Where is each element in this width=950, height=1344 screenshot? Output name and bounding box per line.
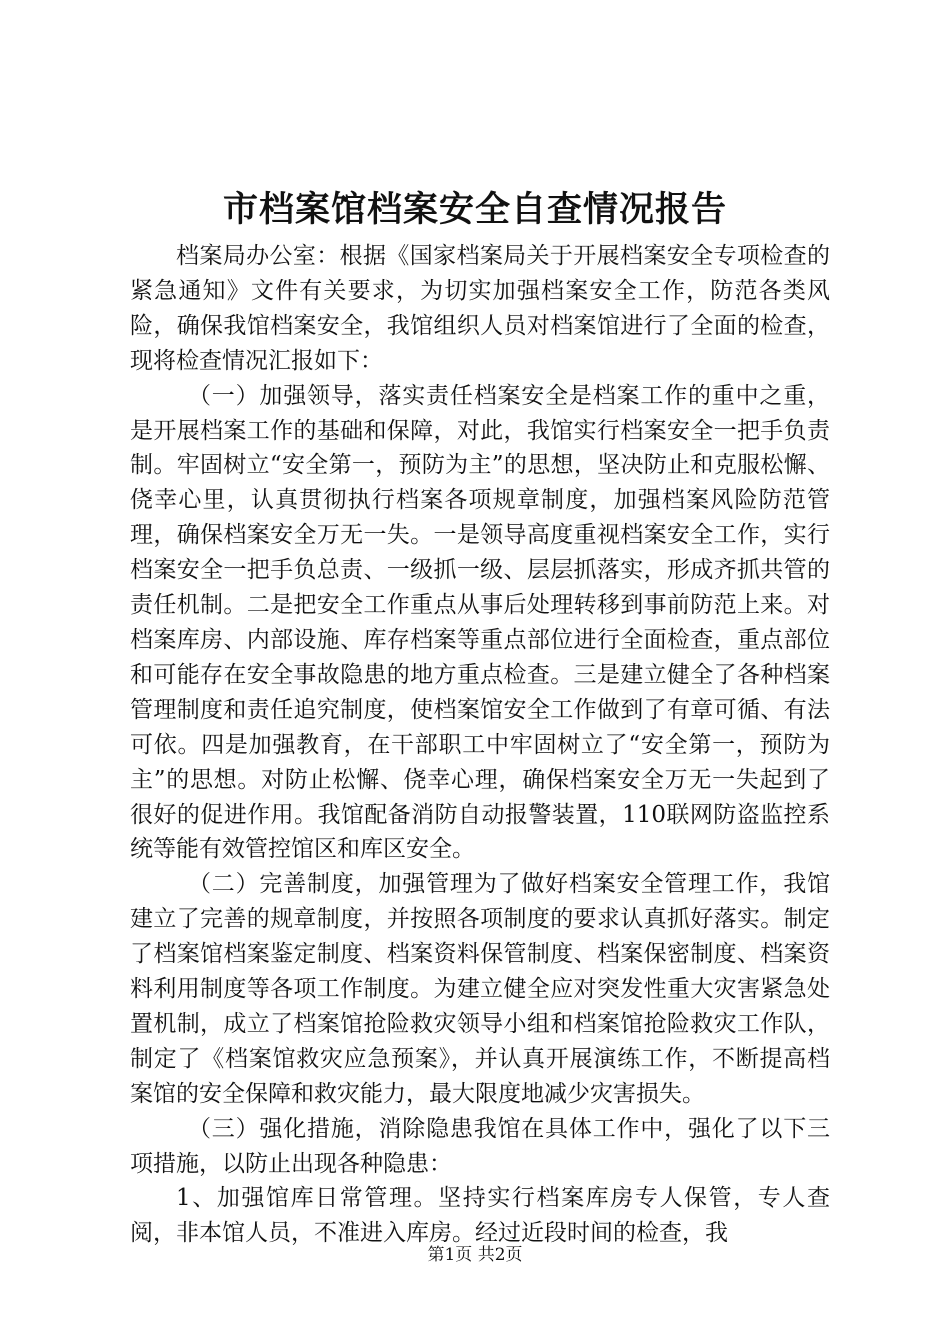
paragraph-section-1: （一）加强领导，落实责任档案安全是档案工作的重中之重，是开展档案工作的基础和保障，对此，我馆实行档案安全一把手负责制。牢固树立“安全第一，预防为主”的思想，坚决防止和克服松懈、侥幸心里，认真贯彻执行档案各项规章制度，加强档案风险防范管理，确保档案安全万无一失。一是领导高度重视档案安全工作，实行档案安全一把手负总责、一级抓一级、层层抓落实，形成齐抓共管的责任机制。二是把安全工作重点从事后处理转移到事前防范上来。对档案库房、内部设施、库存档案等重点部位进行全面检查，重点部位和可能存在安全事故隐患的地方重点检查。三是建立健全了各种档案管理制度和责任追究制度，使档案馆安全工作做到了有章可循、有法可依。四是加强教育，在干部职工中牢固树立了“安全第一，预防为主”的思想。对防止松懈、侥幸心理，确保档案安全万无一失起到了很好的促进作用。我馆配备消防自动报警装置，110联网防盗监控系统等能有效管控馆区和库区安全。 — [130, 382, 830, 863]
paragraph-section-3: （三）强化措施，消除隐患我馆在具体工作中，强化了以下三项措施，以防止出现各种隐患： — [130, 1115, 830, 1177]
page-number-footer: 第1页 共2页 — [427, 1245, 523, 1265]
paragraph-intro: 档案局办公室：根据《国家档案局关于开展档案安全专项检查的紧急通知》文件有关要求，为切实加强档案安全工作，防范各类风险，确保我馆档案安全，我馆组织人员对档案馆进行了全面的检查，现将检查情况汇报如下： — [130, 243, 830, 374]
paragraph-section-2: （二）完善制度，加强管理为了做好档案安全管理工作，我馆建立了完善的规章制度，并按照各项制度的要求认真抓好落实。制定了档案馆档案鉴定制度、档案资料保管制度、档案保密制度、档案资料利用制度等各项工作制度。为建立健全应对突发性重大灾害紧急处置机制，成立了档案馆抢险救灾领导小组和档案馆抢险救灾工作队，制定了《档案馆救灾应急预案》，并认真开展演练工作，不断提高档案馆的安全保障和救灾能力，最大限度地减少灾害损失。 — [130, 871, 830, 1107]
document-body — [130, 239, 830, 1251]
paragraph-item-1: 1、加强馆库日常管理。坚持实行档案库房专人保管，专人查阅，非本馆人员，不准进入库房。经过近段时间的检查，我 — [130, 1185, 830, 1247]
document-title: 市档案馆档案安全自查情况报告 — [222, 189, 727, 230]
